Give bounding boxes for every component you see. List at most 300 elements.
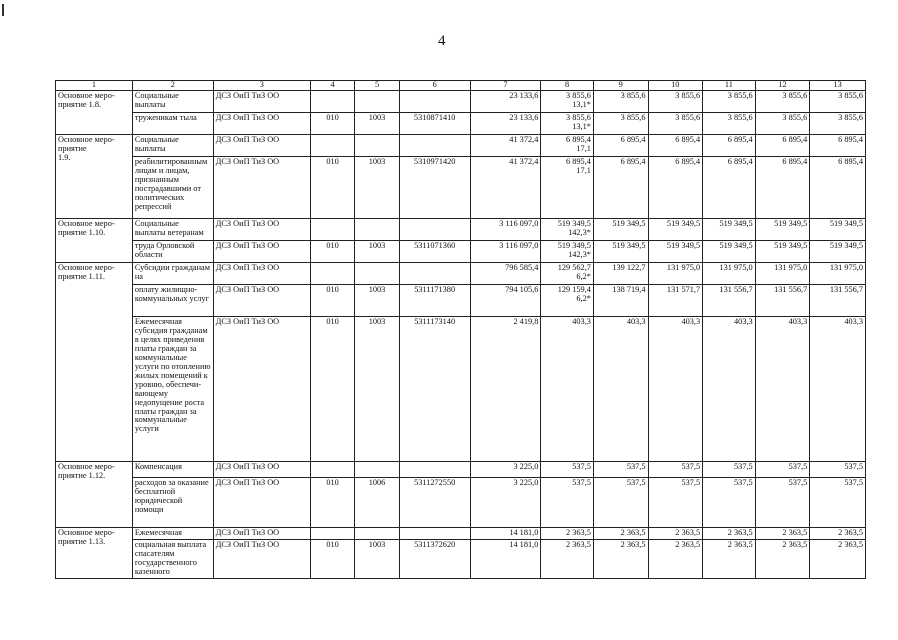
cell-text: 3 855,6 — [727, 91, 753, 100]
column-header: 6 — [399, 81, 470, 91]
column-header: 11 — [703, 81, 756, 91]
cell-text: ДСЗ ОиП ТиЗ ОО — [215, 285, 280, 294]
cell-text: ДСЗ ОиП ТиЗ ОО — [215, 478, 280, 487]
amount-cell — [755, 91, 810, 113]
cell-text: 131 556,7 — [829, 285, 863, 294]
measure-name-cell — [56, 91, 133, 135]
cell-text: 131 975,0 — [774, 263, 808, 272]
description-cell — [132, 219, 213, 241]
table-row — [56, 157, 866, 219]
cell-text: 010 — [326, 478, 339, 487]
cell-text: ДСЗ ОиП ТиЗ ОО — [215, 157, 280, 166]
amount-cell — [703, 263, 756, 285]
description-cell — [132, 462, 213, 478]
amount-cell — [810, 478, 866, 528]
cell-text: 537,5 — [681, 478, 701, 487]
cell-text: Социальные выплаты — [134, 91, 179, 109]
cell-text: 537,5 — [626, 462, 646, 471]
amount-cell — [593, 478, 648, 528]
amount-cell — [703, 285, 756, 317]
amount-cell — [541, 135, 594, 157]
amount-cell — [755, 540, 810, 579]
measure-name-cell — [56, 462, 133, 528]
cell-text: 3 225,0 — [513, 478, 539, 487]
amount-cell — [755, 285, 810, 317]
cell-text: 3 855,6 — [620, 113, 646, 122]
amount-cell — [648, 317, 703, 462]
amount-cell — [810, 462, 866, 478]
cell-text: 3 855,6 — [675, 113, 701, 122]
cell-text: 519 349,5 — [612, 241, 646, 250]
code-cell — [310, 135, 354, 157]
amount-cell — [810, 528, 866, 540]
cell-text: 2 363,5 — [675, 540, 701, 549]
cell-text: 010 — [326, 317, 339, 326]
amount-cell — [810, 91, 866, 113]
amount-cell — [648, 91, 703, 113]
amount-cell — [470, 135, 541, 157]
amount-cell — [593, 317, 648, 462]
code-cell — [310, 528, 354, 540]
cell-text: 010 — [326, 285, 339, 294]
amount-cell — [541, 157, 594, 219]
cell-text: 3 855,6 — [620, 91, 646, 100]
cell-text: 403,3 — [626, 317, 646, 326]
cell-text: Основное меро-приятие 1.12. — [58, 462, 115, 480]
code-cell — [355, 91, 399, 113]
cell-text: социальная выплата спасателям государственного казенного — [134, 540, 207, 576]
budget-table — [55, 80, 866, 579]
cell-text: ДСЗ ОиП ТиЗ ОО — [215, 241, 280, 250]
cell-text: Ежемесячная — [134, 528, 182, 537]
amount-cell — [593, 113, 648, 135]
cell-text: 3 855,6 — [675, 91, 701, 100]
amount-cell — [541, 540, 594, 579]
code-cell — [355, 241, 399, 263]
cell-text: 2 363,5 — [782, 540, 808, 549]
code-cell — [355, 135, 399, 157]
cell-text: 129 562,7 — [557, 263, 591, 272]
amount-cell — [755, 263, 810, 285]
amount-cell — [541, 528, 594, 540]
amount-cell — [755, 317, 810, 462]
cell-text: труженикам тыла — [134, 113, 197, 122]
table-row — [56, 219, 866, 241]
column-header: 13 — [810, 81, 866, 91]
executor-cell — [213, 317, 310, 462]
code-cell — [310, 91, 354, 113]
cell-text: 519 349,5 — [719, 241, 753, 250]
amount-cell — [810, 113, 866, 135]
cell-text: 537,5 — [734, 478, 753, 487]
cell-text: ДСЗ ОиП ТиЗ ОО — [215, 91, 280, 100]
cell-text: 5311071360 — [414, 241, 456, 250]
cell-text: 6 895,4 — [838, 135, 863, 144]
cell-text: 519 349,5 — [829, 219, 863, 228]
amount-cell — [593, 263, 648, 285]
amount-cell — [810, 135, 866, 157]
code-cell — [310, 285, 354, 317]
column-header: 8 — [541, 81, 594, 91]
amount-cell — [810, 219, 866, 241]
code-cell — [310, 263, 354, 285]
cell-text: 403,3 — [681, 317, 701, 326]
code-cell — [310, 157, 354, 219]
cell-text: 794 105,6 — [505, 285, 539, 294]
code-cell — [310, 219, 354, 241]
code-cell — [399, 263, 470, 285]
code-cell — [355, 113, 399, 135]
cell-text: 2 363,5 — [782, 528, 808, 537]
cell-text: 3 855,6 — [838, 113, 863, 122]
description-cell — [132, 285, 213, 317]
cell-text: 519 349,5 — [557, 219, 591, 228]
cell-text: 403,3 — [844, 317, 863, 326]
cell-text: 519 349,5 — [774, 219, 808, 228]
cell-text: 131 571,7 — [666, 285, 701, 294]
amount-cell — [755, 478, 810, 528]
amount-cell — [593, 219, 648, 241]
cell-text: ДСЗ ОиП ТиЗ ОО — [215, 317, 280, 326]
amount-cell — [755, 219, 810, 241]
code-cell — [310, 478, 354, 528]
cell-text: 6 895,4 — [782, 157, 808, 166]
amount-cell — [470, 317, 541, 462]
amount-cell — [648, 478, 703, 528]
cell-text: 41 372,4 — [509, 157, 539, 166]
cell-text: 537,5 — [626, 478, 646, 487]
amount-cell — [541, 478, 594, 528]
table-row — [56, 528, 866, 540]
cell-text: 23 133,6 — [509, 91, 539, 100]
cell-text: 519 349,5 — [612, 219, 646, 228]
cell-text: 2 363,5 — [727, 528, 753, 537]
cell-text: 2 363,5 — [838, 540, 863, 549]
cell-text: 13,1* — [572, 121, 591, 131]
cell-text: ДСЗ ОиП ТиЗ ОО — [215, 113, 280, 122]
cell-text: 519 349,5 — [666, 219, 701, 228]
cell-text: 519 349,5 — [829, 241, 863, 250]
code-cell — [355, 317, 399, 462]
cell-text: 403,3 — [572, 317, 591, 326]
cell-text: Социальные выплаты ветеранам — [134, 219, 204, 237]
column-header: 2 — [132, 81, 213, 91]
column-header: 12 — [755, 81, 810, 91]
cell-text: 6,2* — [576, 293, 591, 303]
cell-text: 1003 — [368, 241, 386, 250]
cell-text: 5310971420 — [413, 157, 456, 166]
cell-text: 1006 — [368, 478, 386, 487]
cell-text: 6 895,4 — [620, 157, 646, 166]
table-row — [56, 113, 866, 135]
code-cell — [310, 241, 354, 263]
amount-cell — [593, 135, 648, 157]
amount-cell — [541, 263, 594, 285]
code-cell — [310, 113, 354, 135]
cell-text: Социальные выплаты — [134, 135, 179, 153]
cell-text: 6 895,4 — [838, 157, 863, 166]
executor-cell — [213, 157, 310, 219]
cell-text: ДСЗ ОиП ТиЗ ОО — [215, 263, 280, 272]
cell-text: 010 — [326, 157, 339, 166]
executor-cell — [213, 285, 310, 317]
executor-cell — [213, 478, 310, 528]
amount-cell — [755, 157, 810, 219]
amount-cell — [470, 219, 541, 241]
code-cell — [399, 540, 470, 579]
code-cell — [399, 135, 470, 157]
amount-cell — [470, 478, 541, 528]
code-cell — [355, 462, 399, 478]
amount-cell — [648, 540, 703, 579]
cell-text: 131 556,7 — [719, 285, 753, 294]
cell-text: 129 159,4 — [557, 285, 591, 294]
column-header: 3 — [213, 81, 310, 91]
cell-text: 519 349,5 — [774, 241, 808, 250]
table-header-row — [56, 81, 866, 91]
cell-text: 010 — [326, 540, 339, 549]
cell-text: 6,2* — [576, 271, 591, 281]
amount-cell — [541, 317, 594, 462]
cell-text: 6 895,4 — [566, 157, 591, 166]
description-cell — [132, 91, 213, 113]
cell-text: реабилитированным лицам и лицам, признанным пострадавшими от политических репрессий — [134, 157, 208, 211]
cell-text: 537,5 — [734, 462, 753, 471]
cell-text: 6 895,4 — [675, 157, 701, 166]
amount-cell — [810, 285, 866, 317]
amount-cell — [648, 219, 703, 241]
column-header: 10 — [648, 81, 703, 91]
cell-text: 2 363,5 — [727, 540, 753, 549]
cell-text: 6 895,4 — [727, 135, 753, 144]
cell-text: 142,3* — [568, 227, 591, 237]
cell-text: 537,5 — [844, 462, 863, 471]
code-cell — [399, 528, 470, 540]
amount-cell — [703, 157, 756, 219]
cell-text: ДСЗ ОиП ТиЗ ОО — [215, 528, 280, 537]
table-row — [56, 241, 866, 263]
cell-text: 2 363,5 — [566, 540, 591, 549]
amount-cell — [810, 241, 866, 263]
amount-cell — [470, 285, 541, 317]
cell-text: Основное меро-приятие 1.10. — [58, 219, 115, 237]
cell-text: 537,5 — [572, 478, 591, 487]
cell-text: труда Орловской области — [134, 241, 195, 259]
cell-text: ДСЗ ОиП ТиЗ ОО — [215, 135, 280, 144]
description-cell — [132, 528, 213, 540]
amount-cell — [703, 113, 756, 135]
cell-text: 3 855,6 — [838, 91, 863, 100]
cell-text: 2 363,5 — [620, 540, 646, 549]
amount-cell — [755, 462, 810, 478]
cell-text: 796 585,4 — [505, 263, 539, 272]
code-cell — [310, 462, 354, 478]
amount-cell — [541, 113, 594, 135]
amount-cell — [810, 317, 866, 462]
amount-cell — [648, 462, 703, 478]
amount-cell — [541, 462, 594, 478]
cell-text: 3 116 097,0 — [499, 241, 539, 250]
cell-text: 519 349,5 — [557, 241, 591, 250]
table-row — [56, 91, 866, 113]
cell-text: 2 363,5 — [566, 528, 591, 537]
cell-text: 2 363,5 — [620, 528, 646, 537]
cell-text: 139 122,7 — [612, 263, 646, 272]
amount-cell — [755, 113, 810, 135]
cell-text: 6 895,4 — [620, 135, 646, 144]
cell-text: 5311173140 — [414, 317, 456, 326]
code-cell — [399, 478, 470, 528]
cell-text: 010 — [326, 241, 339, 250]
amount-cell — [810, 263, 866, 285]
code-cell — [399, 91, 470, 113]
amount-cell — [593, 241, 648, 263]
amount-cell — [703, 135, 756, 157]
cell-text: 1003 — [368, 157, 386, 166]
amount-cell — [593, 157, 648, 219]
cell-text: 23 133,6 — [509, 113, 539, 122]
code-cell — [355, 157, 399, 219]
amount-cell — [703, 317, 756, 462]
amount-cell — [470, 241, 541, 263]
amount-cell — [593, 462, 648, 478]
cell-text: 5311272550 — [414, 478, 456, 487]
code-cell — [355, 528, 399, 540]
cell-text: 131 975,0 — [829, 263, 863, 272]
code-cell — [399, 241, 470, 263]
cell-text: Основное меро-приятие 1.13. — [58, 528, 115, 546]
cell-text: 14 181,0 — [509, 540, 539, 549]
code-cell — [355, 540, 399, 579]
column-header: 5 — [355, 81, 399, 91]
code-cell — [399, 219, 470, 241]
cell-text: 1.9. — [58, 152, 71, 162]
cell-text: 537,5 — [788, 478, 808, 487]
cell-text: 2 363,5 — [838, 528, 863, 537]
cell-text: 403,3 — [734, 317, 753, 326]
table-row — [56, 263, 866, 285]
amount-cell — [593, 528, 648, 540]
measure-name-cell — [56, 135, 133, 219]
executor-cell — [213, 540, 310, 579]
table-row — [56, 478, 866, 528]
amount-cell — [755, 135, 810, 157]
amount-cell — [541, 91, 594, 113]
amount-cell — [648, 241, 703, 263]
executor-cell — [213, 241, 310, 263]
cell-text: 2 419,8 — [513, 317, 539, 326]
code-cell — [355, 263, 399, 285]
cell-text: 131 975,0 — [719, 263, 753, 272]
cell-text: 3 855,6 — [566, 113, 591, 122]
cell-text: 1003 — [368, 540, 386, 549]
measure-name-cell — [56, 528, 133, 579]
cell-text: 3 855,6 — [782, 113, 808, 122]
cell-text: 6 895,4 — [782, 135, 808, 144]
page-number: 4 — [438, 33, 446, 49]
code-cell — [355, 285, 399, 317]
amount-cell — [810, 157, 866, 219]
cell-text: Основное меро-приятие 1.11. — [58, 263, 115, 281]
amount-cell — [648, 263, 703, 285]
description-cell — [132, 113, 213, 135]
cell-text: 403,3 — [788, 317, 808, 326]
amount-cell — [648, 157, 703, 219]
table-row — [56, 285, 866, 317]
cell-text: 131 975,0 — [666, 263, 701, 272]
code-cell — [355, 478, 399, 528]
amount-cell — [541, 219, 594, 241]
amount-cell — [703, 219, 756, 241]
cell-text: 1003 — [368, 285, 386, 294]
executor-cell — [213, 462, 310, 478]
cell-text: 3 855,6 — [782, 91, 808, 100]
cell-text: 537,5 — [572, 462, 591, 471]
column-header: 9 — [593, 81, 648, 91]
cell-text: оплату жилищно-коммунальных услуг — [134, 285, 209, 303]
cell-text: 2 363,5 — [675, 528, 701, 537]
cell-text: 6 895,4 — [566, 135, 591, 144]
description-cell — [132, 478, 213, 528]
executor-cell — [213, 91, 310, 113]
table-row — [56, 135, 866, 157]
amount-cell — [703, 478, 756, 528]
code-cell — [399, 285, 470, 317]
amount-cell — [648, 113, 703, 135]
amount-cell — [470, 263, 541, 285]
code-cell — [399, 462, 470, 478]
executor-cell — [213, 219, 310, 241]
cell-text: 17,1 — [576, 143, 591, 153]
amount-cell — [593, 540, 648, 579]
cell-text: ДСЗ ОиП ТиЗ ОО — [215, 462, 280, 471]
cell-text: 519 349,5 — [666, 241, 701, 250]
code-cell — [399, 113, 470, 135]
amount-cell — [703, 241, 756, 263]
code-cell — [399, 317, 470, 462]
cell-text: 14 181,0 — [509, 528, 539, 537]
amount-cell — [703, 540, 756, 579]
cell-text: Основное меро-приятие 1.8. — [58, 91, 115, 109]
amount-cell — [648, 135, 703, 157]
amount-cell — [703, 528, 756, 540]
description-cell — [132, 540, 213, 579]
amount-cell — [470, 540, 541, 579]
table-row — [56, 462, 866, 478]
cell-text: 3 116 097,0 — [499, 219, 539, 228]
executor-cell — [213, 135, 310, 157]
amount-cell — [470, 157, 541, 219]
amount-cell — [593, 91, 648, 113]
cell-text: 6 895,4 — [675, 135, 701, 144]
description-cell — [132, 263, 213, 285]
amount-cell — [648, 285, 703, 317]
cell-text: 142,3* — [568, 249, 591, 259]
amount-cell — [541, 241, 594, 263]
cell-text: 41 372,4 — [509, 135, 539, 144]
column-header: 7 — [470, 81, 541, 91]
cell-text: ДСЗ ОиП ТиЗ ОО — [215, 540, 280, 549]
description-cell — [132, 241, 213, 263]
cell-text: 17,1 — [576, 165, 591, 175]
amount-cell — [755, 241, 810, 263]
cell-text: 5310871410 — [413, 113, 456, 122]
cell-text: 131 556,7 — [774, 285, 808, 294]
cell-text: 537,5 — [681, 462, 701, 471]
cell-text: Субсидии гражданам на — [134, 263, 210, 281]
cell-text: ДСЗ ОиП ТиЗ ОО — [215, 219, 280, 228]
amount-cell — [593, 285, 648, 317]
